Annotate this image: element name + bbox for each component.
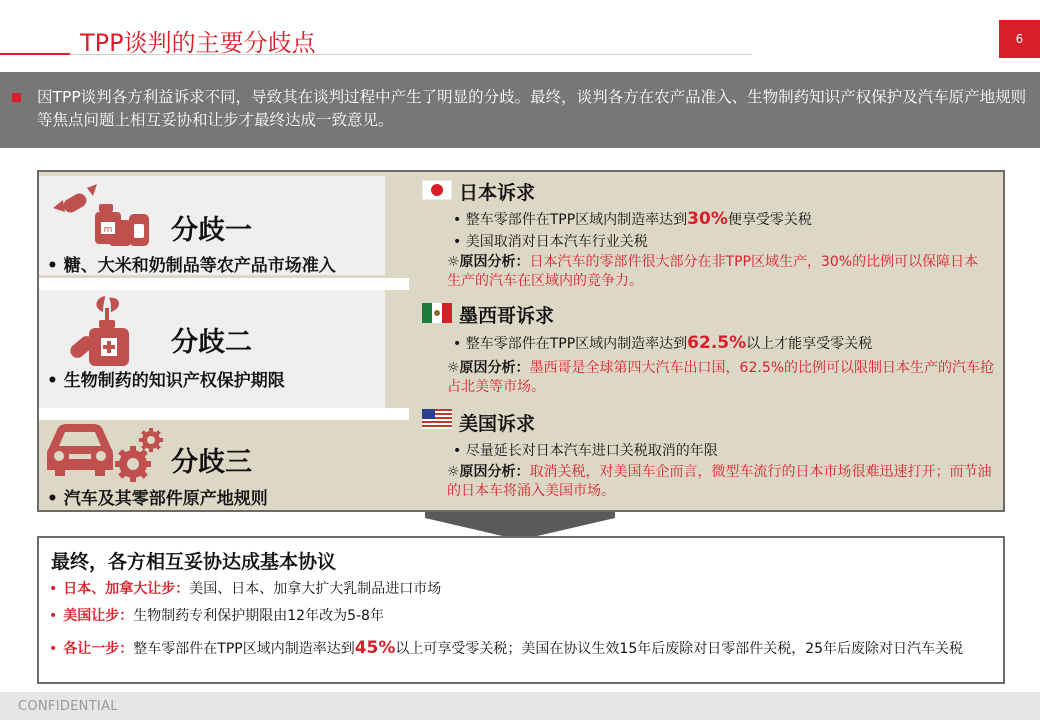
usa-flag-icon xyxy=(422,409,452,429)
divergence-3-title: 分歧三 xyxy=(171,447,252,478)
usa-analysis: ☼原因分析：取消关税，对美国车企而言，微型车流行的日本市场很难迅速打开；而节油的日本车将涌入美国市场。 xyxy=(447,464,992,499)
mexico-analysis: ☼原因分析：墨西哥是全球第四大汽车出口国，62.5%的比例可以限制日本生产的汽车抢占北美等市场。 xyxy=(447,360,995,395)
mexico-point-1: • 整车零部件在TPP区域内制造率达到62.5%以上才能享受零关税 xyxy=(453,333,873,353)
japan-point-1: • 整车零部件在TPP区域内制造率达到30%便享受零关税 xyxy=(453,209,812,229)
divergence-1 xyxy=(39,176,385,275)
svg-text:m: m xyxy=(103,225,113,235)
mexico-heading: 墨西哥诉求 xyxy=(459,305,555,327)
confidential-label: CONFIDENTIAL xyxy=(18,699,118,714)
title-bar xyxy=(0,20,1040,60)
pharma-plant-icon xyxy=(69,294,145,368)
divergence-1-desc: • 糖、大米和奶制品等农产品市场准入 xyxy=(47,256,336,276)
agreement-item-1: • 日本、加拿大让步：美国、日本、加拿大扩大乳制品进口市场 xyxy=(49,581,442,597)
agreement-item-2: • 美国让步：生物制药专利保护期限由12年改为5-8年 xyxy=(49,608,384,624)
divergence-panel xyxy=(37,170,1005,512)
panel-divider xyxy=(39,278,409,290)
divergence-1-title: 分歧一 xyxy=(171,215,252,246)
footer xyxy=(0,692,1040,720)
japan-point-2: • 美国取消对日本汽车行业关税 xyxy=(453,234,648,250)
divergence-2 xyxy=(39,290,385,408)
summary-text: 因TPP谈判各方利益诉求不同，导致其在谈判过程中产生了明显的分歧。最终，谈判各方在农产品准入、生物制药知识产权保护及汽车原产地规则等焦点问题上相互妥协和让步才最终达成一致意见。 xyxy=(37,88,1027,129)
japan-analysis: ☼原因分析：日本汽车的零部件很大部分在非TPP区域生产，30%的比例可以保障日本生产的汽车在区域内的竞争力。 xyxy=(447,254,979,289)
summary-band xyxy=(0,72,1040,148)
car-gears-icon xyxy=(43,420,165,484)
japan-heading: 日本诉求 xyxy=(459,182,536,204)
agreement-item-3: • 各让一步：整车零部件在TPP区域内制造率达到45%以上可享受零关税；美国在协议生效15年后废除对日零部件关税，25年后废除对日汽车关税 xyxy=(49,638,964,658)
divergence-3-desc: • 汽车及其零部件原产地规则 xyxy=(47,489,268,509)
usa-heading: 美国诉求 xyxy=(459,413,536,435)
agreement-box xyxy=(37,536,1005,684)
food-products-icon xyxy=(49,184,159,248)
mexico-flag-icon xyxy=(422,303,452,323)
divergence-2-desc: • 生物制药的知识产权保护期限 xyxy=(47,371,285,391)
title-accent-line xyxy=(0,53,70,55)
page-number: 6 xyxy=(999,20,1040,58)
summary-bullet-icon xyxy=(12,93,21,102)
page-title: TPP谈判的主要分歧点 xyxy=(80,29,316,57)
usa-point-1: • 尽量延长对日本汽车进口关税取消的年限 xyxy=(453,443,718,459)
divergence-2-title: 分歧二 xyxy=(171,327,252,358)
japan-flag-icon xyxy=(422,180,452,200)
divergence-3 xyxy=(39,410,385,510)
agreement-title: 最终，各方相互妥协达成基本协议 xyxy=(51,551,337,573)
